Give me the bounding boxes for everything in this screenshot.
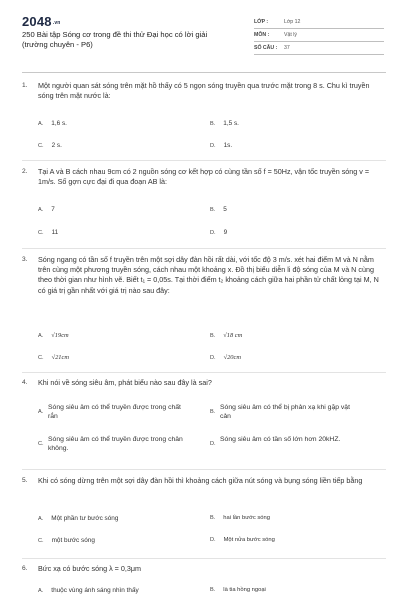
option-label: B.: [210, 409, 216, 415]
question-number: 1.: [22, 82, 28, 89]
question-6: [22, 565, 386, 600]
meta-key: MÔN :: [254, 32, 270, 38]
question-3: [22, 256, 386, 370]
option-label: A.: [38, 121, 44, 127]
question-number: 2.: [22, 168, 28, 175]
option-label: A.: [38, 333, 44, 339]
question-divider: [22, 248, 386, 249]
option-value: 1,5 s.: [223, 120, 239, 127]
meta-key: LỚP :: [254, 19, 269, 25]
option-d[interactable]: [210, 537, 275, 543]
option-label: D.: [210, 355, 216, 361]
logo-suffix: .vn: [52, 19, 61, 26]
option-value: 5: [223, 206, 227, 213]
option-label: C.: [38, 355, 44, 361]
option-value: √20cm: [223, 354, 241, 361]
option-value: Sóng siêu âm có thể truyền được trong chân không.: [48, 436, 183, 453]
option-a[interactable]: [38, 206, 55, 213]
option-label: D.: [210, 143, 216, 149]
question-2: [22, 168, 386, 248]
option-value: là tia hồng ngoại: [223, 587, 266, 593]
meta-row-count: [254, 42, 384, 55]
option-value: hai lần bước sóng: [223, 515, 270, 521]
option-label: A.: [38, 207, 44, 213]
meta-key: SỐ CÂU :: [254, 45, 278, 51]
option-label: A.: [38, 588, 44, 594]
meta-table: [254, 16, 384, 55]
meta-value: 37: [284, 45, 290, 51]
meta-row-class: [254, 16, 384, 29]
option-label: C.: [38, 230, 44, 236]
option-label: B.: [210, 121, 216, 127]
option-b[interactable]: [210, 206, 227, 213]
option-value: 1,6 s.: [51, 120, 67, 127]
option-c[interactable]: [38, 229, 58, 236]
option-label: A.: [38, 409, 44, 415]
document-title: 250 Bài tập Sóng cơ trong đề thi thử Đại học có lời giải (trường chuyên - P6): [22, 30, 208, 49]
question-5: [22, 477, 386, 557]
option-b[interactable]: [210, 120, 239, 127]
question-text: Sóng ngang có tần số f truyền trên một sợi dây đàn hồi rất dài, với tốc độ 3 m/s. xét hai điểm M và N nằm trên cùng một phương truyền sóng, cách nhau một khoảng x. Đồ thị biểu diễn li độ sóng của M và N cùng theo thời gian như hình vẽ. Biết t₁ = 0,05s. Tại thời điểm t₂ khoảng cách giữa hai phần tử chất lỏng tại M, N có giá trị gần nhất với giá trị nào sau đây:: [38, 255, 379, 295]
option-value: Một phần tư bước sóng: [51, 515, 119, 522]
option-c[interactable]: [38, 537, 95, 544]
meta-value: Vật lý: [284, 32, 297, 38]
logo-text: 2048: [22, 14, 52, 29]
option-value: Sóng siêu âm có thể bị phản xạ khi gặp vật cản: [220, 404, 350, 421]
option-label: C.: [38, 441, 44, 447]
option-b[interactable]: [210, 515, 270, 521]
option-value: Sóng siêu âm có thể truyền được trong chất rắn: [48, 404, 181, 421]
option-label: D.: [210, 441, 216, 447]
question-number: 3.: [22, 256, 28, 263]
option-value: 2 s.: [51, 142, 62, 149]
question-divider: [22, 160, 386, 161]
question-divider: [22, 469, 386, 470]
header-divider: [22, 72, 386, 73]
option-d[interactable]: [210, 229, 227, 236]
question-divider: [22, 558, 386, 559]
question-1: [22, 82, 386, 162]
option-value: thuộc vùng ánh sáng nhìn thấy: [51, 587, 139, 594]
option-label: D.: [210, 537, 216, 543]
option-value: Một nửa bước sóng: [223, 537, 275, 543]
question-number: 5.: [22, 477, 28, 484]
option-value: √18 cm: [223, 332, 243, 339]
option-a[interactable]: [38, 332, 69, 339]
option-value: 7: [51, 206, 55, 213]
option-a[interactable]: [38, 120, 67, 127]
option-value: 11: [51, 229, 59, 236]
option-value: √21cm: [51, 354, 69, 361]
option-c[interactable]: [38, 142, 62, 149]
option-d[interactable]: [210, 354, 241, 361]
option-label: B.: [210, 515, 216, 521]
question-number: 6.: [22, 565, 28, 572]
option-label: C.: [38, 143, 44, 149]
option-label: B.: [210, 207, 216, 213]
option-label: B.: [210, 333, 216, 339]
option-value: 1s.: [223, 142, 233, 149]
question-divider: [22, 372, 386, 373]
option-value: Sóng siêu âm có tần số lớn hơn 20kHZ.: [220, 436, 341, 443]
meta-value: Lớp 12: [284, 19, 301, 25]
question-text: Khi nói về sóng siêu âm, phát biểu nào sau đây là sai?: [38, 378, 212, 387]
option-label: A.: [38, 516, 44, 522]
option-b[interactable]: [210, 332, 242, 339]
option-label: B.: [210, 587, 216, 593]
option-c[interactable]: [38, 354, 69, 361]
question-text: Khi có sóng dừng trên một sợi dây đàn hồi thì khoảng cách giữa nút sóng và bụng sóng liền tiếp bằng: [38, 476, 363, 485]
option-value: một bước sóng: [51, 537, 95, 544]
option-b[interactable]: [210, 587, 266, 593]
option-value: 9: [223, 229, 228, 236]
question-number: 4.: [22, 379, 28, 386]
question-text: Một người quan sát sóng trên mặt hồ thấy có 5 ngọn sóng truyền qua trước mặt trong 8 s. Chu kì truyền sóng trên mặt nước là:: [38, 81, 370, 101]
option-a[interactable]: [38, 515, 118, 522]
option-a[interactable]: [38, 587, 139, 594]
question-text: Bức xạ có bước sóng λ = 0,3μm: [38, 564, 141, 573]
option-value: √19cm: [51, 332, 69, 339]
question-text: Tại A và B cách nhau 9cm có 2 nguồn sóng cơ kết hợp có cùng tần số f = 50Hz, vận tốc truyền sóng v = 1m/s. Số gợn cực đại đi qua đoạn AB là:: [38, 167, 370, 187]
option-label: D.: [210, 230, 216, 236]
site-logo[interactable]: [22, 14, 61, 29]
question-4: [22, 379, 386, 471]
option-d[interactable]: [210, 142, 232, 149]
meta-row-subject: [254, 29, 384, 42]
option-label: C.: [38, 538, 44, 544]
